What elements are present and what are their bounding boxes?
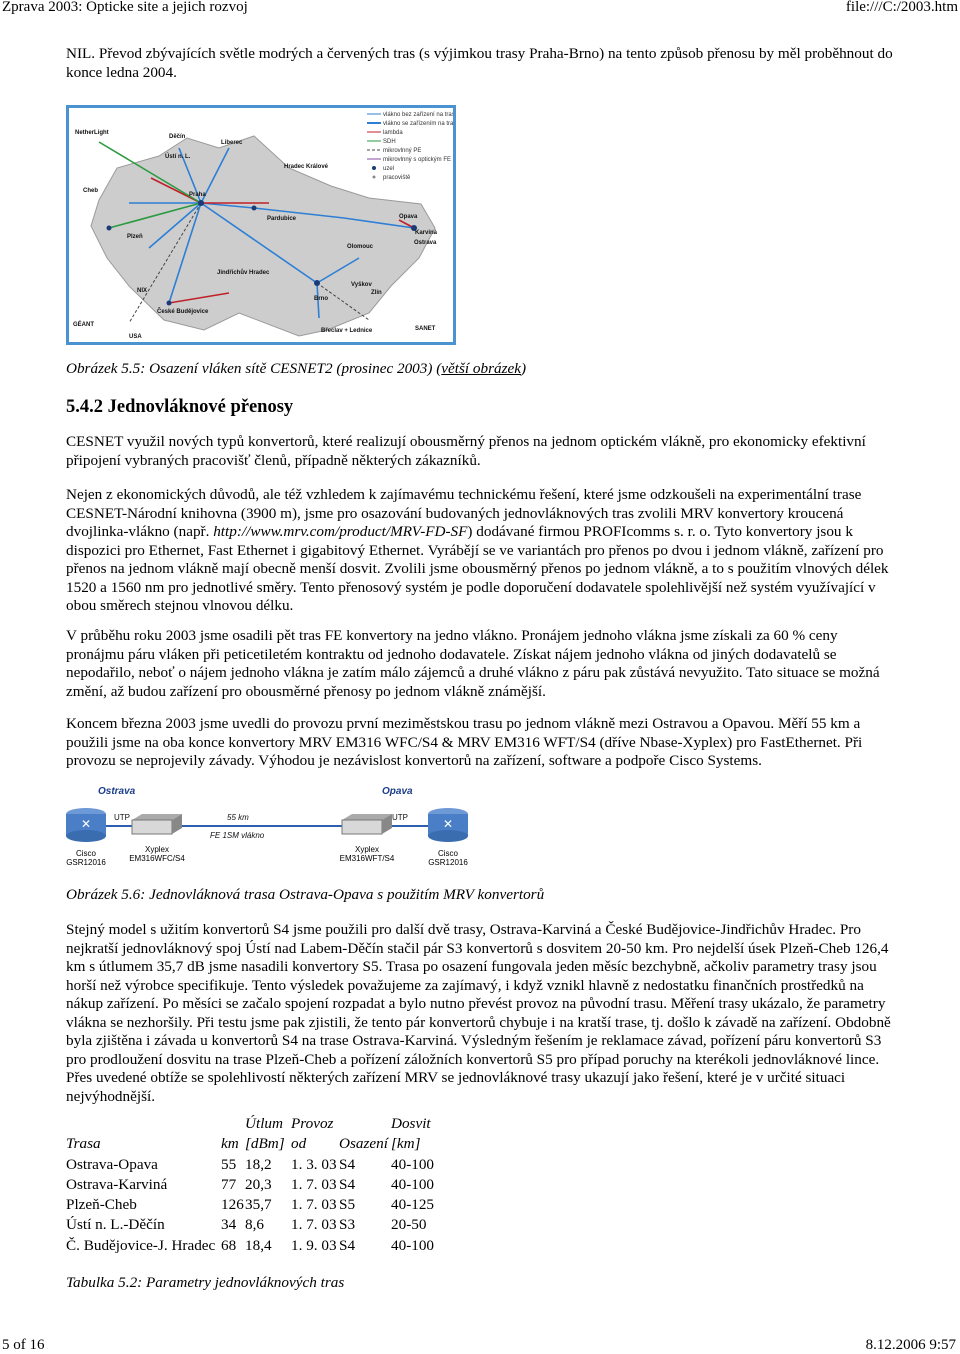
svg-text:EM316WFT/S4: EM316WFT/S4 [339,854,395,863]
svg-text:Olomouc: Olomouc [347,244,374,250]
svg-text:Opava: Opava [399,214,418,220]
svg-text:Hradec Králové: Hradec Králové [284,164,329,170]
page-number: 5 of 16 [2,1337,45,1353]
svg-text:uzel: uzel [383,166,395,172]
document-url: file:///C:/2003.htm [845,0,958,15]
paragraph: Stejný model s užitím konvertorů S4 jsme použili pro další dvě trasy, Ostrava-Karviná a České Budějovice-Jindřichův Hradec. Pro nejkratší jednovláknový spoj Ústí nad Labem-Děčín stačil pár S3 konvertorů s dosvitem 20-50 km. Pro nejdelší úsek Plzeň-Cheb 126,4 km s útlumem 35,7 dB jsme nasadili konvertory S5. Trasa po osazení fungovala jeden měsíc bezchybně, ačkoliv parametry trasy jsou horší než výrobce specifikuje. Tento výsledek považujeme za zajímavý, i když vznikl hlavně z nedostatku finančních prostředků na nákup zařízení. Po měsíci se začalo spojení rozpadat a bylo nutno převést provoz na původní trasu. Měření trasy ukázalo, že parametry vlákna se nezhoršily. Při testu jsme pak zjistili, že tento pár konvertorů chybuje i na kratší trase, tj. došlo k závadě na zařízení. Obdobně byla zjištěna i závada u konvertorů S4 na trase Ostrava-Karviná. Výsledným řešením je reklamace závad, pořízení páru konvertorů S3 pro prodloužení dosvitu na trase Plzeň-Cheb a pořízení záložních konvertorů S5 pro případ poruchy na kterékoli jednovláknové lince. Přes uvedené obtíže se spolehlivostí některých zařízení MRV se jednovláknové trasy ukazují jako řešení, které je v určité situaci nejvýhodnější. [66,921,891,1105]
svg-text:GSR12016: GSR12016 [66,858,106,867]
svg-text:Jindřichův Hradec: Jindřichův Hradec [217,270,270,276]
svg-text:✕: ✕ [80,817,92,831]
svg-text:NetherLight: NetherLight [75,130,109,136]
svg-text:Ostrava: Ostrava [98,786,136,797]
network-map [69,108,453,342]
svg-text:UTP: UTP [114,813,130,822]
svg-text:USA: USA [129,334,142,340]
svg-text:Brno: Brno [314,296,328,302]
svg-text:vlákno bez zařízení na trase: vlákno bez zařízení na trase [383,112,453,118]
paragraph: V průběhu roku 2003 jsme osadili pět tras FE konvertory na jedno vlákno. Pronájem jednoho vlákna jsme získali za 60 % ceny pronájmu páru vláken při peticetiletém kontraktu od jednoho dodavatele. Získat nájem jednoho vlákna od jiných dodavatelů se nepodařilo, neboť o nájem jednoho vlákna je zatím málo zájemců a druhé vlákno z páru pak zůstává nevyužito. Tato situace se možná změní, až budou zařízení pro obousměrné přenosy po jednom vlákně známější. [66,627,880,700]
svg-text:Zlín: Zlín [371,290,382,296]
svg-text:FE 1SM vlákno: FE 1SM vlákno [210,831,265,840]
svg-text:lambda: lambda [383,130,403,136]
svg-text:Plzeň: Plzeň [127,234,143,240]
svg-text:55 km: 55 km [227,813,249,822]
figure-caption: Obrázek 5.5: Osazení vláken sítě CESNET2 (prosinec 2003) (větší obrázek) [66,360,527,377]
parameters-table: Útlum Provoz Dosvit Trasa km [dBm] od Osazení [km] Ostrava-Opava 55 18,2 1. 3. 03 S4 40-100 Ostrava-Karviná 77 20,3 1. 7. 03 S4 40-100 Plzeň-Cheb 126 35,7 1. 7. 03 S5 40-125 Ústí n. L.-Děčín 34 8,6 1. 7. 03 S3 20-50 Č. Budějovice-J. Hradec 68 18,4 1. 9. 03 S4 40-100 [66,1115,451,1257]
table-row: Ústí n. L.-Děčín 34 8,6 1. 7. 03 S3 20-50 [66,1216,427,1234]
svg-text:vlákno se zařízením na trase: vlákno se zařízením na trase [383,121,453,127]
product-url: http://www.mrv.com/product/MRV-FD-SF [213,523,468,540]
link-diagram [62,780,472,875]
svg-text:Cisco: Cisco [437,849,459,858]
larger-image-link[interactable]: větší obrázek [441,360,521,377]
converter-icon [132,814,182,834]
svg-text:Ústí n. L.: Ústí n. L. [165,154,191,160]
router-icon [428,808,468,842]
svg-text:Karviná: Karviná [415,230,438,236]
svg-text:GÉANT: GÉANT [73,322,94,328]
figure-caption: Obrázek 5.6: Jednovláknová trasa Ostrava-Opava s použitím MRV konvertorů [66,886,545,903]
document-title: Zprava 2003: Opticke site a jejich rozvoj [2,0,248,15]
svg-text:Xyplex: Xyplex [144,845,170,854]
svg-text:Vyškov: Vyškov [351,282,372,288]
paragraph: Nejen z ekonomických důvodů, ale též vzhledem k zajímavému technickému řešení, které jsme odzkoušeli na experimentální trase CESNET-Národní knihovna (3900 m), jsme pro osazování budovaných jednovláknových tras zvolili MRV konvertory kroucená dvojlinka-vlákno (např. http://www.mrv.com/product/MRV-FD-SF) dodávané firmou PROFIcomms s. r. o. Tyto konvertory jsou k dispozici pro Ethernet, Fast Ethernet i gigabitový Ethernet. Vyrábějí se ve variantách pro přenos po dvou i jednom vlákně, zařízení pro přenos na jednom vlákně mají obecně menší dosvit. Zvolili jsme obousměrný přenos po jednom vlákně, a to s použitím vlnových délek 1520 a 1560 nm pro jednotlivé směry. Tento přenosový systém je podle doporučení dodavatele spolehlivější než systém využívající v obou směrech stejnou vlnovou délku. [66,486,889,614]
svg-text:mikrovlnný s optickým FE: mikrovlnný s optickým FE [383,157,452,163]
page-header [0,0,960,16]
svg-text:Cheb: Cheb [83,188,98,194]
svg-text:NIX: NIX [137,288,148,294]
svg-text:Cisco: Cisco [75,849,97,858]
table-caption: Tabulka 5.2: Parametry jednovláknových tras [66,1274,345,1291]
svg-text:SDH: SDH [383,139,396,145]
table-row: Ostrava-Opava 55 18,2 1. 3. 03 S4 40-100 [66,1155,435,1173]
table-row: Č. Budějovice-J. Hradec 68 18,4 1. 9. 03 S4 40-100 [66,1236,435,1254]
svg-text:České Budějovice: České Budějovice [157,309,209,315]
svg-text:Praha: Praha [189,192,206,198]
paragraph: CESNET využil nových typů konvertorů, které realizují obousměrný přenos na jednom optickém vlákně, pro ekonomicky efektivní připojení vybraných pracovišť členů, případně některých zákazníků. [66,433,866,469]
svg-text:GSR12016: GSR12016 [428,858,468,867]
svg-text:Opava: Opava [382,786,413,797]
router-icon [66,808,106,842]
svg-text:✕: ✕ [442,817,454,831]
svg-text:Břeclav + Lednice: Břeclav + Lednice [321,328,373,334]
svg-text:EM316WFC/S4: EM316WFC/S4 [129,854,185,863]
svg-text:mikrovlnný PE: mikrovlnný PE [383,148,422,154]
converter-icon [342,814,392,834]
table-row: Ostrava-Karviná 77 20,3 1. 7. 03 S4 40-100 [66,1175,435,1193]
svg-text:pracoviště: pracoviště [383,175,411,181]
paragraph: Koncem března 2003 jsme uvedli do provozu první meziměstskou trasu po jednom vlákně mezi Ostravou a Opavou. Měří 55 km a použili jsme na oba konce konvertory MRV EM316 WFC/S4 & MRV EM316 WFT/S4 (dříve Nbase-Xyplex) pro FastEthernet. Při provozu se neprojevily závady. Výhodou je nezávislost konvertorů na zařízení, software a podpoře Cisco Systems. [66,715,863,769]
svg-text:Liberec: Liberec [221,140,243,146]
svg-text:Pardubice: Pardubice [267,216,297,222]
svg-text:Xyplex: Xyplex [354,845,380,854]
svg-text:Ostrava: Ostrava [414,240,437,246]
svg-text:Děčín: Děčín [169,134,186,140]
svg-text:UTP: UTP [392,813,408,822]
table-row: Plzeň-Cheb 126 35,7 1. 7. 03 S5 40-125 [66,1196,435,1214]
print-datetime: 8.12.2006 9:57 [865,1337,956,1353]
intro-paragraph: NIL. Převod zbývajících světle modrých a červených tras (s výjimkou trasy Praha-Brno) na tento způsob přenosu by měl proběhnout do konce ledna 2004. [66,45,893,81]
svg-text:SANET: SANET [415,326,436,332]
network-map-figure[interactable] [66,105,456,345]
section-heading: 5.4.2 Jednovláknové přenosy [66,397,294,417]
